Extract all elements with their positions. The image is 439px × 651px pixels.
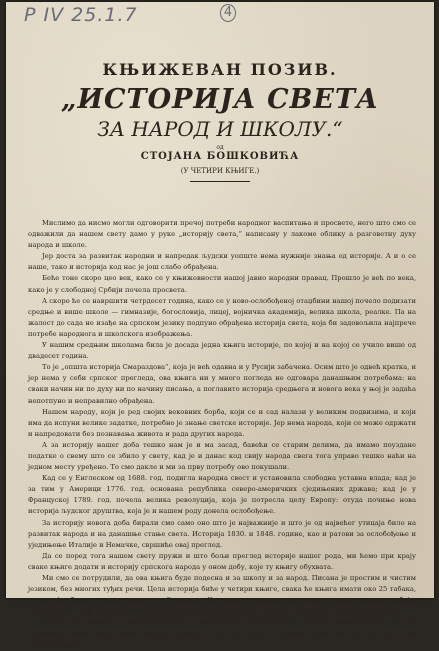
handwritten-shelfmark: P IV 25.1.7 bbox=[24, 4, 138, 26]
main-title: „ИСТОРИЈА СВЕТА bbox=[60, 84, 380, 115]
paragraph: А скоро ће се навршити четрдесет година, како се у ново-ослобођеној отаџбини нашој почело подизати средње и више школе — гимназије, богословија, лицеј, војничка академија, велика школа, реалке. Па на жалост до сада не изађе на српском језику подпуно обрађена историја света, која би задовољила најпрече потребе народнога и школскога изображења. bbox=[28, 296, 416, 338]
paragraph: Нашем народу, који је ред својих вековних борба, који се и сад налази у великим подвизима, и који има да испуни велике задатке, потребно је знање светске историје. Јер нема народа, који се може одржати и напредовати без познавања живота и рада других народа. bbox=[28, 407, 416, 438]
paragraph: А за историју нашег доба тешко нам је и ма засад, бавећи се старим делима, да имамо поуздане податке о свему што се збило у свету, кад је и данас код свију народа свега тога управо тешко наћи на једном месту уређено. То смо дакле и ми за прву потребу ово покушали. bbox=[28, 440, 416, 472]
document-header bbox=[6, 60, 434, 182]
by-line: од bbox=[216, 144, 224, 151]
author-name: СТОЈАНА БОШКОВИЋА bbox=[140, 151, 300, 162]
document-page bbox=[6, 2, 434, 649]
kicker-heading: КЊИЖЕВАН ПОЗИВ. bbox=[102, 60, 338, 79]
paragraph: Беће тоне скоро цео век, како се у књижевности нашој јавио народни правац. Прошло је већ по века, како је у слободној Србији почела просвета. bbox=[28, 274, 416, 294]
handwritten-page-number: 4 bbox=[220, 4, 236, 22]
subtitle: ЗА НАРОД И ШКОЛУ.“ bbox=[97, 117, 343, 141]
paragraph: Да се поред тога нашем свету пружи и што бољи преглед историје нашег рода, ми ћемо при крају сваке књиге додати и историју српскога народа у оном добу, које ту књигу обухвата. bbox=[28, 551, 416, 571]
paragraph: Ми смо се потрудили, да ова књига буде подесна и за школу и за народ. Писана је простим и чистим језиком, без многих туђих речи. Цела историја биће у четири књиге, свака ће књига имати око 25 табака, а цена ће бити за сваку књигу по 2 динара. Ко скупи и пошље претплату на десет књига, добиће једанаесту на дар. Претплату примају сви знатнији књижари и учитељи у Србији и у српским земљама. bbox=[28, 574, 416, 616]
paragraph: Мислимо да нисмо могли одговорити пречој потреби народног васпитања и просвете, него што смо се одважили да нашем свету дамо у руке „историју света,“ написану у лакоме облику а разговетну духу народа и школе. bbox=[28, 219, 416, 250]
paragraph: За историју новога доба бирали смо само оно што је најважније и што је од највећег утицаја било на развитак народа и на данашње стање света. Историја 1830. и 1848. године, као и ратови за ослобођење и уједињење Италије и Немачке, свршиће овај преглед. bbox=[28, 518, 416, 549]
body-text bbox=[28, 218, 416, 651]
paragraph: У нашим средњим школама била је досада једна књига историје, по којој и на којој се учило више од двадесет година. bbox=[28, 341, 416, 361]
volumes-note: (У ЧЕТИРИ КЊИГЕ.) bbox=[180, 167, 260, 175]
paragraph: Јер доста за развитак народни и напредак људски уопште нема нужније знања од историје. А и о се наше, тако и историја код нас је још слабо обрађена. bbox=[28, 252, 416, 272]
divider-rule bbox=[190, 181, 250, 182]
paragraph: Кад се у Енглеском од 1688. год. подигла народна свест и установила слободна уставна влада; кад је за тим у Америци 1776. год. основана република северо-америчких сједињених држава; кад је у Француској 1789. год. почела велика револуција, која је потресла целу Европу: отуда почиње нова историја људског друштва, која је и нашем роду донела ослобођење. bbox=[28, 474, 416, 516]
paragraph: Ово је тако велико и тешко предузеће, да се без јаке потпоре нашег света не може извести. Зато се обраћамо свима пријатељима народне просвете, да нам буду на помоћи, како би ово дело што пре угледало света. bbox=[28, 618, 416, 649]
paragraph: То је „општа историја Смараздова“, која је већ одавна и у Русији забачена. Осим што је одвећ кратка, и јер нема у себи српског прегледа, ова књига ни у много погледа не одговара данашњим потребама: на сваки начин ни по духу ни по начину писања, а поглавито историја средњега и новога века у њој је задаћа непотпуно и неправилно обрађена. bbox=[28, 363, 416, 405]
